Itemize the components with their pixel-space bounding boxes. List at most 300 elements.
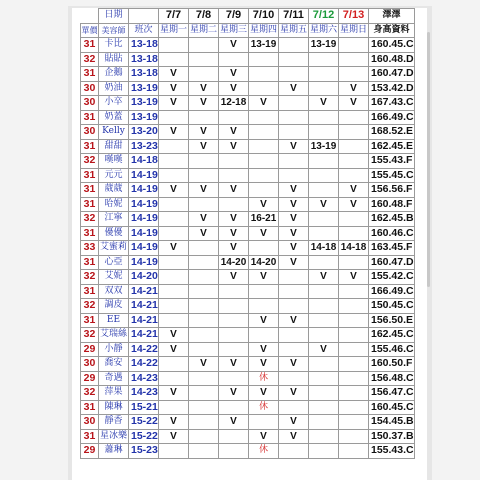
schedule-cell — [189, 197, 219, 212]
schedule-cell: 休 — [249, 371, 279, 386]
weekday-label: 星期日 — [339, 23, 369, 38]
schedule-cell — [339, 371, 369, 386]
stylist-name: 双双 — [99, 284, 129, 299]
schedule-cell — [249, 284, 279, 299]
schedule-cell: V — [339, 183, 369, 198]
class-cell: 14-19 — [129, 241, 159, 256]
schedule-cell: V — [339, 81, 369, 96]
schedule-cell — [309, 110, 339, 125]
schedule-cell — [189, 299, 219, 314]
price-cell: 30 — [81, 357, 99, 372]
class-cell: 15-22 — [129, 415, 159, 430]
schedule-cell — [339, 226, 369, 241]
table-row — [81, 226, 415, 241]
schedule-cell — [219, 284, 249, 299]
schedule-cell: V — [249, 386, 279, 401]
class-cell: 14-19 — [129, 183, 159, 198]
schedule-cell — [339, 342, 369, 357]
schedule-cell — [279, 270, 309, 285]
schedule-cell — [189, 313, 219, 328]
height-cell: 163.45.F — [369, 241, 415, 256]
schedule-cell — [279, 342, 309, 357]
schedule-cell: V — [279, 313, 309, 328]
stylist-name: 喬安 — [99, 357, 129, 372]
schedule-cell — [189, 429, 219, 444]
schedule-cell: V — [309, 96, 339, 111]
schedule-cell — [159, 284, 189, 299]
stylist-label: 美容師 — [99, 23, 129, 38]
schedule-cell — [309, 429, 339, 444]
schedule-cell: V — [159, 386, 189, 401]
schedule-cell — [159, 313, 189, 328]
table-row — [81, 168, 415, 183]
schedule-cell: V — [219, 81, 249, 96]
schedule-cell — [249, 168, 279, 183]
schedule-cell — [219, 371, 249, 386]
schedule-cell — [159, 110, 189, 125]
class-cell: 14-19 — [129, 212, 159, 227]
price-cell: 33 — [81, 241, 99, 256]
schedule-cell: V — [219, 415, 249, 430]
stylist-name: 優優 — [99, 226, 129, 241]
schedule-cell: V — [339, 96, 369, 111]
schedule-cell — [309, 284, 339, 299]
class-cell: 14-23 — [129, 386, 159, 401]
height-cell: 168.52.E — [369, 125, 415, 140]
schedule-cell — [309, 255, 339, 270]
schedule-cell: 14-18 — [309, 241, 339, 256]
schedule-cell — [339, 168, 369, 183]
price-cell: 32 — [81, 386, 99, 401]
day-date: 7/11 — [279, 9, 309, 24]
schedule-cell: V — [189, 139, 219, 154]
scrollbar[interactable] — [427, 32, 430, 287]
schedule-cell: V — [219, 270, 249, 285]
schedule-cell — [249, 154, 279, 169]
price-cell: 31 — [81, 183, 99, 198]
schedule-cell: 休 — [249, 444, 279, 459]
blank-corner — [81, 9, 99, 24]
height-cell: 156.47.C — [369, 386, 415, 401]
schedule-cell — [339, 386, 369, 401]
class-cell: 14-19 — [129, 226, 159, 241]
schedule-cell — [159, 299, 189, 314]
schedule-cell: V — [279, 429, 309, 444]
schedule-cell — [159, 38, 189, 53]
schedule-cell — [309, 357, 339, 372]
height-cell: 166.49.C — [369, 284, 415, 299]
stylist-name: 奶蓋 — [99, 110, 129, 125]
schedule-cell: V — [219, 67, 249, 82]
schedule-cell — [339, 154, 369, 169]
schedule-cell: V — [249, 429, 279, 444]
schedule-cell: V — [249, 357, 279, 372]
schedule-cell — [189, 67, 219, 82]
schedule-cell — [159, 52, 189, 67]
schedule-cell — [279, 67, 309, 82]
height-cell: 160.45.C — [369, 400, 415, 415]
height-cell: 160.48.F — [369, 197, 415, 212]
header-row-dates — [81, 9, 415, 24]
schedule-cell — [309, 183, 339, 198]
price-cell: 32 — [81, 270, 99, 285]
price-cell: 30 — [81, 81, 99, 96]
schedule-cell — [189, 444, 219, 459]
table-row — [81, 400, 415, 415]
class-cell: 14-22 — [129, 357, 159, 372]
schedule-cell — [309, 52, 339, 67]
schedule-cell — [219, 168, 249, 183]
schedule-cell — [279, 38, 309, 53]
schedule-cell: V — [219, 139, 249, 154]
table-row — [81, 444, 415, 459]
height-cell: 156.50.E — [369, 313, 415, 328]
schedule-cell — [159, 154, 189, 169]
weekday-label: 星期一 — [159, 23, 189, 38]
class-cell: 14-20 — [129, 270, 159, 285]
header-row-weekdays — [81, 23, 415, 38]
stylist-name: 小卒 — [99, 96, 129, 111]
schedule-cell — [189, 386, 219, 401]
schedule-cell — [189, 270, 219, 285]
table-row — [81, 212, 415, 227]
schedule-cell: V — [339, 270, 369, 285]
weekday-label: 星期四 — [249, 23, 279, 38]
height-cell: 155.42.C — [369, 270, 415, 285]
schedule-cell — [339, 67, 369, 82]
schedule-cell — [309, 67, 339, 82]
schedule-cell: V — [309, 270, 339, 285]
price-cell: 31 — [81, 197, 99, 212]
schedule-cell: V — [219, 226, 249, 241]
schedule-cell — [189, 284, 219, 299]
schedule-cell: V — [249, 313, 279, 328]
schedule-cell: V — [159, 125, 189, 140]
schedule-cell: V — [249, 226, 279, 241]
price-cell: 31 — [81, 226, 99, 241]
schedule-cell — [339, 139, 369, 154]
height-cell: 156.48.C — [369, 371, 415, 386]
schedule-cell — [279, 328, 309, 343]
schedule-cell: V — [249, 270, 279, 285]
schedule-cell — [219, 444, 249, 459]
schedule-cell: 14-18 — [339, 241, 369, 256]
price-cell: 30 — [81, 415, 99, 430]
schedule-cell: V — [159, 81, 189, 96]
schedule-cell — [219, 110, 249, 125]
table-row — [81, 357, 415, 372]
schedule-cell — [249, 81, 279, 96]
stylist-name: 靜香 — [99, 415, 129, 430]
schedule-cell: 13-19 — [249, 38, 279, 53]
schedule-cell: V — [159, 183, 189, 198]
schedule-cell — [279, 400, 309, 415]
schedule-cell: V — [219, 125, 249, 140]
stylist-name: 甜甜 — [99, 139, 129, 154]
schedule-cell — [309, 125, 339, 140]
height-cell: 154.45.B — [369, 415, 415, 430]
class-cell: 14-23 — [129, 371, 159, 386]
schedule-cell — [159, 139, 189, 154]
schedule-cell: V — [219, 212, 249, 227]
height-cell: 162.45.E — [369, 139, 415, 154]
price-cell: 31 — [81, 284, 99, 299]
height-cell: 160.50.F — [369, 357, 415, 372]
schedule-cell: V — [309, 342, 339, 357]
stylist-name: 江寧 — [99, 212, 129, 227]
height-cell: 160.47.D — [369, 67, 415, 82]
schedule-cell: V — [159, 241, 189, 256]
schedule-cell — [189, 415, 219, 430]
stylist-name: 艾妮 — [99, 270, 129, 285]
height-cell: 153.42.D — [369, 81, 415, 96]
table-row — [81, 183, 415, 198]
schedule-cell — [249, 67, 279, 82]
table-row — [81, 313, 415, 328]
schedule-cell: 14-20 — [249, 255, 279, 270]
schedule-cell — [309, 328, 339, 343]
stylist-name: 蕭琳 — [99, 444, 129, 459]
schedule-cell — [339, 255, 369, 270]
class-cell: 13-18 — [129, 38, 159, 53]
day-date: 7/13 — [339, 9, 369, 24]
schedule-cell — [339, 110, 369, 125]
schedule-cell: V — [249, 197, 279, 212]
price-cell: 31 — [81, 67, 99, 82]
schedule-cell: V — [219, 183, 249, 198]
class-cell: 14-21 — [129, 313, 159, 328]
height-cell: 162.45.C — [369, 328, 415, 343]
schedule-cell: V — [279, 183, 309, 198]
weekday-label: 星期六 — [309, 23, 339, 38]
schedule-cell — [279, 110, 309, 125]
schedule-cell — [249, 110, 279, 125]
schedule-cell — [279, 168, 309, 183]
table-row — [81, 270, 415, 285]
schedule-cell — [249, 183, 279, 198]
class-cell: 13-18 — [129, 67, 159, 82]
price-cell: 31 — [81, 429, 99, 444]
schedule-cell: V — [249, 342, 279, 357]
class-cell: 15-23 — [129, 444, 159, 459]
price-cell: 29 — [81, 342, 99, 357]
schedule-cell: 12-18 — [219, 96, 249, 111]
schedule-cell: V — [159, 415, 189, 430]
schedule-cell: V — [219, 357, 249, 372]
schedule-cell — [279, 371, 309, 386]
schedule-cell — [339, 313, 369, 328]
class-cell: 14-19 — [129, 255, 159, 270]
schedule-cell — [309, 400, 339, 415]
day-date: 7/12 — [309, 9, 339, 24]
schedule-cell — [279, 154, 309, 169]
schedule-cell — [189, 400, 219, 415]
weekday-label: 星期五 — [279, 23, 309, 38]
height-cell: 160.48.D — [369, 52, 415, 67]
price-cell: 31 — [81, 110, 99, 125]
schedule-cell — [339, 299, 369, 314]
schedule-cell: 14-20 — [219, 255, 249, 270]
schedule-cell — [309, 168, 339, 183]
class-label: 班次 — [129, 23, 159, 38]
stylist-name: 艾蜜莉 — [99, 241, 129, 256]
stylist-name: 嘆嘆 — [99, 154, 129, 169]
table-row — [81, 284, 415, 299]
table-row — [81, 96, 415, 111]
price-cell: 32 — [81, 154, 99, 169]
schedule-cell — [249, 299, 279, 314]
class-cell: 13-19 — [129, 81, 159, 96]
schedule-cell: V — [159, 342, 189, 357]
schedule-cell — [339, 357, 369, 372]
height-cell: 160.45.C — [369, 38, 415, 53]
stylist-name: 元元 — [99, 168, 129, 183]
height-cell: 160.47.D — [369, 255, 415, 270]
day-date: 7/10 — [249, 9, 279, 24]
price-cell: 32 — [81, 212, 99, 227]
schedule-cell — [339, 429, 369, 444]
stylist-name: EE — [99, 313, 129, 328]
schedule-table — [80, 8, 415, 459]
stylist-name: 企鵝 — [99, 67, 129, 82]
table-row — [81, 67, 415, 82]
schedule-cell — [249, 415, 279, 430]
schedule-cell — [279, 284, 309, 299]
schedule-cell — [249, 52, 279, 67]
schedule-cell — [309, 371, 339, 386]
schedule-cell — [189, 52, 219, 67]
schedule-cell: V — [279, 212, 309, 227]
schedule-cell — [309, 386, 339, 401]
schedule-cell: V — [219, 241, 249, 256]
price-cell: 30 — [81, 125, 99, 140]
price-cell: 31 — [81, 255, 99, 270]
class-cell: 14-22 — [129, 342, 159, 357]
price-cell: 31 — [81, 400, 99, 415]
table-row — [81, 52, 415, 67]
day-date: 7/8 — [189, 9, 219, 24]
height-cell: 155.43.C — [369, 444, 415, 459]
schedule-cell — [159, 197, 189, 212]
schedule-cell — [219, 429, 249, 444]
schedule-cell: V — [279, 357, 309, 372]
schedule-cell: V — [159, 96, 189, 111]
schedule-cell: V — [159, 328, 189, 343]
stylist-name: 奇遇 — [99, 371, 129, 386]
class-cell: 13-18 — [129, 52, 159, 67]
table-row — [81, 328, 415, 343]
schedule-cell: V — [159, 67, 189, 82]
schedule-cell — [309, 444, 339, 459]
schedule-cell — [219, 299, 249, 314]
price-cell: 32 — [81, 52, 99, 67]
price-cell: 31 — [81, 168, 99, 183]
table-row — [81, 81, 415, 96]
schedule-cell — [249, 139, 279, 154]
day-date: 7/7 — [159, 9, 189, 24]
class-cell: 14-21 — [129, 328, 159, 343]
table-row — [81, 241, 415, 256]
height-cell: 166.49.C — [369, 110, 415, 125]
schedule-cell — [339, 400, 369, 415]
table-row — [81, 197, 415, 212]
height-cell: 156.56.F — [369, 183, 415, 198]
table-row — [81, 154, 415, 169]
schedule-cell — [189, 110, 219, 125]
blank-cell — [129, 9, 159, 24]
schedule-sheet — [72, 8, 427, 480]
schedule-cell — [249, 125, 279, 140]
weekday-label: 星期二 — [189, 23, 219, 38]
schedule-cell — [309, 226, 339, 241]
schedule-cell — [219, 313, 249, 328]
schedule-cell: V — [279, 255, 309, 270]
schedule-cell: V — [279, 139, 309, 154]
price-cell: 31 — [81, 38, 99, 53]
table-row — [81, 299, 415, 314]
height-cell: 150.37.B — [369, 429, 415, 444]
class-cell: 13-20 — [129, 125, 159, 140]
schedule-cell — [159, 400, 189, 415]
schedule-cell — [159, 444, 189, 459]
schedule-cell: V — [339, 197, 369, 212]
schedule-cell — [159, 371, 189, 386]
schedule-cell — [339, 52, 369, 67]
table-row — [81, 139, 415, 154]
class-cell: 14-21 — [129, 299, 159, 314]
height-cell: 155.43.F — [369, 154, 415, 169]
height-cell: 150.45.C — [369, 299, 415, 314]
height-cell: 155.46.C — [369, 342, 415, 357]
schedule-cell — [279, 444, 309, 459]
schedule-cell — [279, 52, 309, 67]
class-cell: 13-19 — [129, 110, 159, 125]
schedule-cell: V — [189, 212, 219, 227]
stylist-name: 葳葳 — [99, 183, 129, 198]
schedule-cell — [339, 38, 369, 53]
class-cell: 13-23 — [129, 139, 159, 154]
schedule-cell — [159, 270, 189, 285]
table-row — [81, 255, 415, 270]
schedule-cell: V — [279, 386, 309, 401]
schedule-cell: 13-19 — [309, 38, 339, 53]
schedule-cell: V — [219, 38, 249, 53]
schedule-cell — [339, 125, 369, 140]
schedule-cell — [339, 415, 369, 430]
class-cell: 15-21 — [129, 400, 159, 415]
height-cell: 167.43.C — [369, 96, 415, 111]
price-cell: 32 — [81, 328, 99, 343]
schedule-cell — [159, 212, 189, 227]
table-row — [81, 386, 415, 401]
date-label: 日期 — [99, 9, 129, 24]
stylist-name: 艾瑞絲 — [99, 328, 129, 343]
table-row — [81, 415, 415, 430]
schedule-cell: V — [219, 386, 249, 401]
schedule-cell — [219, 342, 249, 357]
schedule-cell: V — [189, 226, 219, 241]
schedule-cell — [219, 197, 249, 212]
stylist-name: 陳琳 — [99, 400, 129, 415]
table-row — [81, 125, 415, 140]
table-row — [81, 342, 415, 357]
price-label: 單價 — [81, 23, 99, 38]
class-cell: 14-21 — [129, 284, 159, 299]
stylist-name: 心亞 — [99, 255, 129, 270]
class-cell: 14-19 — [129, 197, 159, 212]
price-cell: 30 — [81, 96, 99, 111]
schedule-cell — [279, 125, 309, 140]
